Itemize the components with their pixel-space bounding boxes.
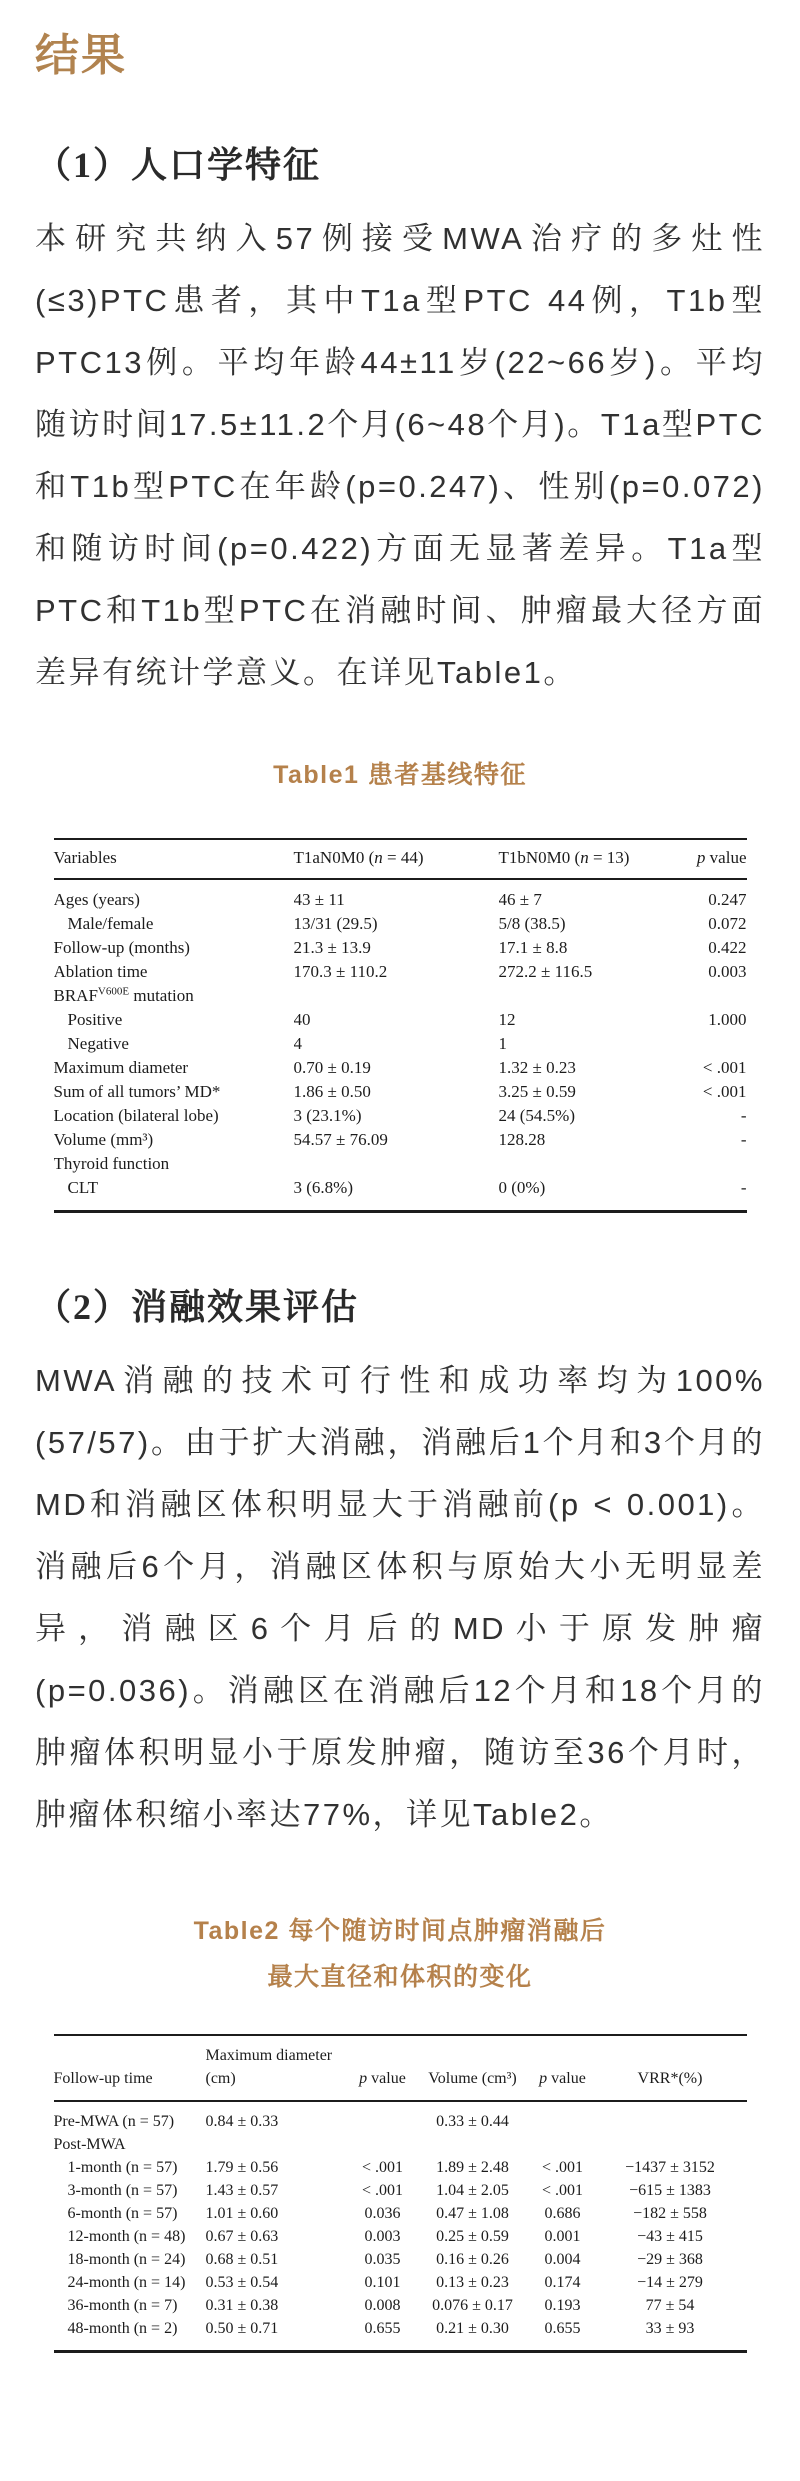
row-label: Sum of all tumors’ MD* bbox=[53, 1081, 221, 1101]
cell-volume: 0.25 ± 0.59 bbox=[436, 2227, 509, 2245]
row-label: Thyroid function bbox=[53, 1153, 170, 1173]
cell-pvalue-1 bbox=[352, 2101, 414, 2133]
cell-t1b: 1.32 ± 0.23 bbox=[498, 1057, 576, 1077]
column-header-followup: Follow-up time bbox=[54, 2035, 206, 2101]
table2-title-line1: Table2 每个随访时间点肿瘤消融后 bbox=[193, 1916, 607, 1945]
row-label: CLT bbox=[67, 1177, 99, 1197]
cell-pvalue-1: 0.003 bbox=[364, 2227, 401, 2245]
section-1-heading: （1）人口学特征 bbox=[35, 144, 322, 185]
header-text: value bbox=[547, 2069, 586, 2087]
cell-volume: 1.89 ± 2.48 bbox=[436, 2158, 509, 2176]
table-row bbox=[54, 1128, 747, 1152]
cell-volume: 0.16 ± 0.26 bbox=[436, 2250, 509, 2268]
cell-vrr: −1437 ± 3152 bbox=[625, 2158, 715, 2176]
row-label: 24-month (n = 14) bbox=[67, 2273, 186, 2291]
table-row bbox=[54, 879, 747, 912]
table-row bbox=[54, 1176, 747, 1212]
cell-max-diameter: 0.68 ± 0.51 bbox=[205, 2250, 279, 2268]
cell-pvalue: - bbox=[740, 1105, 747, 1125]
table-row bbox=[54, 2179, 747, 2202]
column-header-volume: Volume (cm³) bbox=[414, 2035, 532, 2101]
cell-pvalue: 1.000 bbox=[708, 1009, 747, 1029]
cell-t1b: 46 ± 7 bbox=[498, 889, 542, 909]
cell-volume: 0.13 ± 0.23 bbox=[436, 2273, 509, 2291]
cell-max-diameter bbox=[206, 2133, 352, 2156]
cell-t1b bbox=[499, 1152, 669, 1176]
table2-followup-changes bbox=[54, 2034, 747, 2353]
table-row bbox=[54, 960, 747, 984]
row-label: 3-month (n = 57) bbox=[67, 2181, 178, 2199]
cell-t1a: 54.57 ± 76.09 bbox=[293, 1129, 388, 1149]
cell-t1a: 3 (23.1%) bbox=[293, 1105, 362, 1125]
table-row bbox=[54, 2271, 747, 2294]
cell-pvalue-1: 0.035 bbox=[364, 2250, 401, 2268]
table-row bbox=[54, 1056, 747, 1080]
row-label bbox=[54, 984, 294, 1008]
cell-pvalue: - bbox=[740, 1129, 747, 1149]
cell-vrr: −29 ± 368 bbox=[637, 2250, 703, 2268]
column-header-pvalue-2 bbox=[532, 2035, 594, 2101]
row-label: Post-MWA bbox=[53, 2135, 126, 2153]
row-label: Location (bilateral lobe) bbox=[53, 1105, 219, 1125]
cell-vrr: −182 ± 558 bbox=[633, 2204, 707, 2222]
table2-title-line2: 最大直径和体积的变化 bbox=[267, 1962, 533, 1991]
cell-max-diameter: 0.84 ± 0.33 bbox=[205, 2112, 279, 2130]
cell-pvalue bbox=[669, 1152, 747, 1176]
cell-t1a: 4 bbox=[293, 1033, 302, 1053]
cell-pvalue-2: 0.001 bbox=[544, 2227, 581, 2245]
cell-volume: 1.04 ± 2.05 bbox=[436, 2181, 509, 2199]
cell-pvalue-2: 0.655 bbox=[544, 2319, 581, 2337]
cell-pvalue-2: 0.004 bbox=[544, 2250, 581, 2268]
cell-pvalue-2: 0.174 bbox=[544, 2273, 581, 2291]
column-header-vrr: VRR*(%) bbox=[594, 2035, 747, 2101]
row-label: 1-month (n = 57) bbox=[67, 2158, 178, 2176]
row-label: Follow-up (months) bbox=[53, 937, 190, 957]
table-row bbox=[54, 2101, 747, 2133]
cell-t1a: 40 bbox=[293, 1009, 311, 1029]
cell-max-diameter: 0.31 ± 0.38 bbox=[205, 2296, 279, 2314]
results-title: 结果 bbox=[35, 31, 127, 80]
cell-max-diameter: 0.50 ± 0.71 bbox=[205, 2319, 279, 2337]
cell-volume: 0.33 ± 0.44 bbox=[436, 2112, 509, 2130]
table-header-row bbox=[54, 2035, 747, 2101]
row-label: Male/female bbox=[67, 913, 154, 933]
row-label: Positive bbox=[67, 1009, 123, 1029]
cell-t1b: 5/8 (38.5) bbox=[498, 913, 566, 933]
cell-pvalue-2: 0.686 bbox=[544, 2204, 581, 2222]
cell-pvalue-1: 0.655 bbox=[364, 2319, 401, 2337]
header-text: = 44) bbox=[382, 847, 424, 867]
row-label: Pre-MWA (n = 57) bbox=[53, 2112, 175, 2130]
cell-max-diameter: 0.53 ± 0.54 bbox=[205, 2273, 279, 2291]
cell-t1a: 170.3 ± 110.2 bbox=[293, 961, 388, 981]
cell-pvalue bbox=[669, 1032, 747, 1056]
table-row bbox=[54, 1032, 747, 1056]
cell-volume: 0.21 ± 0.30 bbox=[436, 2319, 509, 2337]
cell-t1b bbox=[499, 984, 669, 1008]
cell-vrr: 33 ± 93 bbox=[645, 2319, 695, 2337]
cell-pvalue: < .001 bbox=[702, 1057, 747, 1077]
row-label: Volume (mm³) bbox=[53, 1129, 154, 1149]
table-row bbox=[54, 936, 747, 960]
row-label: Ablation time bbox=[53, 961, 148, 981]
cell-t1a: 1.86 ± 0.50 bbox=[293, 1081, 371, 1101]
italic-n: n bbox=[580, 847, 589, 867]
row-label: 18-month (n = 24) bbox=[67, 2250, 186, 2268]
cell-pvalue-2 bbox=[532, 2133, 594, 2156]
header-text: = 13) bbox=[588, 847, 630, 867]
cell-vrr bbox=[594, 2133, 747, 2156]
table-row bbox=[54, 2133, 747, 2156]
section-2-paragraph: MWA消融的技术可行性和成功率均为100%(57/57)。由于扩大消融，消融后1个月和3个月的MD和消融区体积明显大于消融前(p < 0.001)。消融后6个月，消融区体积与原始大小无明显差异，消融区6个月后的MD小于原发肿瘤(p=0.036)。消融区在消融后12个月和18个月的肿瘤体积明显小于原发肿瘤，随访至36个月时，肿瘤体积缩小率达77%，详见Table2。 bbox=[35, 1362, 765, 1832]
cell-max-diameter: 1.01 ± 0.60 bbox=[205, 2204, 279, 2222]
row-label: 36-month (n = 7) bbox=[67, 2296, 178, 2314]
cell-pvalue bbox=[669, 984, 747, 1008]
row-label: Maximum diameter bbox=[53, 1057, 189, 1077]
cell-max-diameter: 1.43 ± 0.57 bbox=[205, 2181, 279, 2199]
cell-pvalue: - bbox=[740, 1177, 747, 1197]
cell-vrr bbox=[594, 2101, 747, 2133]
cell-t1b: 272.2 ± 116.5 bbox=[498, 961, 593, 981]
cell-t1a: 13/31 (29.5) bbox=[293, 913, 378, 933]
cell-vrr: 77 ± 54 bbox=[645, 2296, 695, 2314]
cell-t1b: 1 bbox=[498, 1033, 507, 1053]
cell-pvalue-1: 0.036 bbox=[364, 2204, 401, 2222]
cell-t1b: 0 (0%) bbox=[498, 1177, 546, 1197]
row-label-part: BRAF bbox=[53, 985, 98, 1005]
column-header-max-diameter: Maximum diameter (cm) bbox=[206, 2035, 352, 2101]
cell-t1a: 21.3 ± 13.9 bbox=[293, 937, 371, 957]
cell-vrr: −14 ± 279 bbox=[637, 2273, 703, 2291]
table-header-row bbox=[54, 839, 747, 879]
cell-pvalue-2 bbox=[532, 2101, 594, 2133]
column-header-variables: Variables bbox=[54, 839, 294, 879]
cell-pvalue: 0.247 bbox=[708, 889, 747, 909]
table-row bbox=[54, 984, 747, 1008]
cell-pvalue-1: < .001 bbox=[361, 2181, 404, 2199]
table-row bbox=[54, 912, 747, 936]
italic-p: p bbox=[359, 2069, 368, 2087]
cell-volume bbox=[414, 2133, 532, 2156]
row-label: 12-month (n = 48) bbox=[67, 2227, 186, 2245]
row-label: 48-month (n = 2) bbox=[67, 2319, 178, 2337]
row-label: Negative bbox=[67, 1033, 129, 1053]
header-text: value bbox=[705, 847, 747, 867]
cell-pvalue-1: 0.008 bbox=[364, 2296, 401, 2314]
cell-t1b: 3.25 ± 0.59 bbox=[498, 1081, 576, 1101]
header-text: T1aN0M0 ( bbox=[293, 847, 375, 867]
cell-pvalue: 0.072 bbox=[708, 913, 747, 933]
cell-pvalue-1 bbox=[352, 2133, 414, 2156]
table-row bbox=[54, 1080, 747, 1104]
column-header-pvalue bbox=[669, 839, 747, 879]
cell-pvalue: 0.003 bbox=[708, 961, 747, 981]
column-header-t1b bbox=[499, 839, 669, 879]
cell-t1a bbox=[294, 984, 499, 1008]
italic-n: n bbox=[374, 847, 383, 867]
cell-t1b: 24 (54.5%) bbox=[498, 1105, 575, 1125]
table2-title bbox=[35, 1908, 765, 2000]
cell-vrr: −43 ± 415 bbox=[637, 2227, 703, 2245]
table-row bbox=[54, 2248, 747, 2271]
table-row bbox=[54, 1008, 747, 1032]
row-label: Ages (years) bbox=[53, 889, 140, 909]
cell-volume: 0.076 ± 0.17 bbox=[432, 2296, 513, 2314]
cell-t1a: 43 ± 11 bbox=[293, 889, 345, 909]
cell-t1b: 17.1 ± 8.8 bbox=[498, 937, 568, 957]
cell-t1b: 12 bbox=[498, 1009, 516, 1029]
row-label-part: mutation bbox=[129, 985, 194, 1005]
table-row bbox=[54, 2225, 747, 2248]
table-row bbox=[54, 1104, 747, 1128]
table-row bbox=[54, 2156, 747, 2179]
italic-p: p bbox=[696, 847, 706, 867]
cell-vrr: −615 ± 1383 bbox=[629, 2181, 711, 2199]
cell-pvalue: 0.422 bbox=[708, 937, 747, 957]
cell-volume: 0.47 ± 1.08 bbox=[436, 2204, 509, 2222]
cell-pvalue-2: < .001 bbox=[541, 2181, 584, 2199]
table-row bbox=[54, 2294, 747, 2317]
cell-t1b: 128.28 bbox=[498, 1129, 546, 1149]
cell-pvalue: < .001 bbox=[702, 1081, 747, 1101]
header-text: T1bN0M0 ( bbox=[498, 847, 581, 867]
column-header-t1a bbox=[294, 839, 499, 879]
cell-t1a bbox=[294, 1152, 499, 1176]
table-row bbox=[54, 2202, 747, 2225]
table1-baseline-characteristics bbox=[54, 838, 747, 1213]
superscript-v600e: V600E bbox=[97, 985, 130, 998]
cell-t1a: 0.70 ± 0.19 bbox=[293, 1057, 371, 1077]
cell-max-diameter: 1.79 ± 0.56 bbox=[205, 2158, 279, 2176]
cell-pvalue-2: < .001 bbox=[541, 2158, 584, 2176]
table-row bbox=[54, 2317, 747, 2352]
row-label: 6-month (n = 57) bbox=[67, 2204, 178, 2222]
cell-max-diameter: 0.67 ± 0.63 bbox=[205, 2227, 279, 2245]
table1-title: Table1 患者基线特征 bbox=[273, 760, 527, 789]
section-2-heading: （2）消融效果评估 bbox=[35, 1286, 360, 1327]
italic-p: p bbox=[539, 2069, 548, 2087]
column-header-pvalue-1 bbox=[352, 2035, 414, 2101]
header-text: value bbox=[367, 2069, 406, 2087]
cell-pvalue-1: 0.101 bbox=[364, 2273, 401, 2291]
table-row bbox=[54, 1152, 747, 1176]
cell-pvalue-2: 0.193 bbox=[544, 2296, 581, 2314]
section-1-paragraph: 本研究共纳入57例接受MWA治疗的多灶性(≤3)PTC患者，其中T1a型PTC 44例，T1b型PTC13例。平均年龄44±11岁(22~66岁)。平均随访时间17.5±11.2个月(6~48个月)。T1a型PTC和T1b型PTC在年龄(p=0.247)、性别(p=0.072)和随访时间(p=0.422)方面无显著差异。T1a型PTC和T1b型PTC在消融时间、肿瘤最大径方面差异有统计学意义。在详见Table1。 bbox=[35, 220, 765, 690]
cell-pvalue-1: < .001 bbox=[361, 2158, 404, 2176]
cell-t1a: 3 (6.8%) bbox=[293, 1177, 353, 1197]
